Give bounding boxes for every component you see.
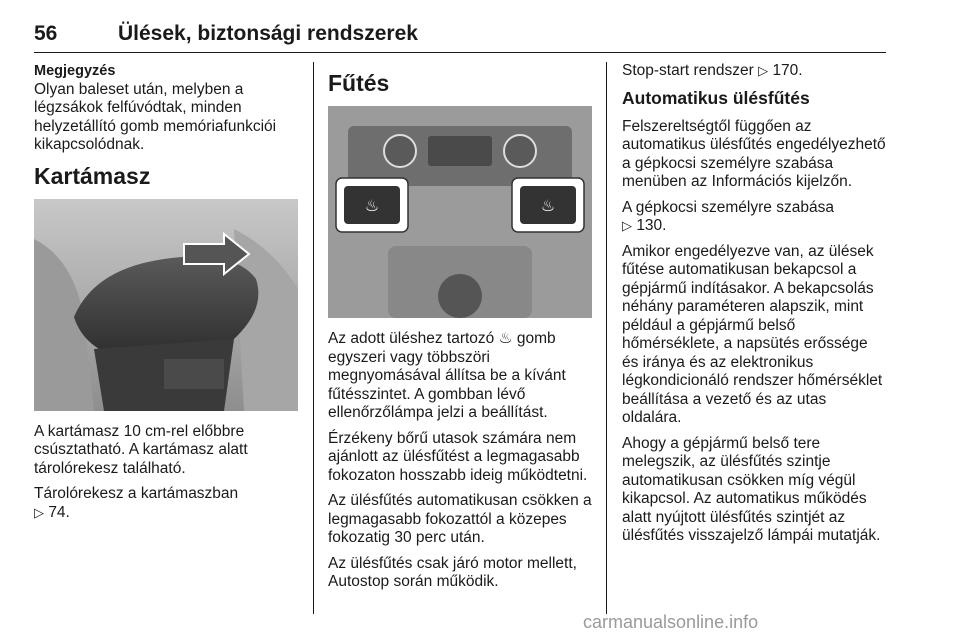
armrest-figure <box>34 199 298 411</box>
column-divider <box>313 62 314 614</box>
section-title-auto-heating: Automatikus ülésfűtés <box>622 87 810 108</box>
auto-heating-paragraph-1: Felszereltségtől függően az automatikus ülésfűtés engedélyezhető a gépkocsi személyre szabása menüben az Információs kijelzőn. <box>622 117 886 190</box>
heating-paragraph-3: Az ülésfűtés automatikusan csökken a legmagasabb fokozattól a közepes fokozatig 30 perc után. <box>328 492 592 546</box>
column-1 <box>34 62 299 529</box>
column-3 <box>622 62 887 553</box>
storage-paragraph <box>34 485 299 522</box>
stop-start-reference: Stop-start rendszer ▷ 170. <box>622 62 803 79</box>
column-divider <box>606 62 607 614</box>
note-label: Megjegyzés <box>34 63 116 79</box>
reference-arrow-icon: ▷ <box>622 218 632 233</box>
auto-heating-paragraph-3: Amikor engedélyezve van, az ülések fűtése automatikusan bekapcsol a gépjármű indításakor. A bekapcsolás néhány paraméteren alapszik, mint például a gépjármű belső hőmérséklete, a napsütés erőssége és iránya és az elektronikus légkondicionáló rendszer hőmérséklet beállítása a vezető és az utas oldalára. <box>622 242 883 426</box>
heating-paragraph-1: Az adott üléshez tartozó ♨ gomb egyszeri vagy többszöri megnyomásával állítsa be a kívánt fűtésszintet. A gombban lévő ellenőrzőlámpa jelzi a beállítást. <box>328 330 566 421</box>
column-2 <box>328 62 593 599</box>
reference-arrow-icon: ▷ <box>758 63 769 78</box>
armrest-paragraph: A kartámasz 10 cm-rel előbbre csúsztatható. A kartámasz alatt tárolórekesz található. <box>34 422 248 477</box>
heating-paragraph-4: Az ülésfűtés csak járó motor mellett, Autostop során működik. <box>328 554 577 590</box>
svg-text:♨: ♨ <box>364 196 380 215</box>
storage-text: Tárolórekesz a kartámaszban <box>34 485 239 502</box>
seat-heating-figure <box>328 106 592 318</box>
storage-page-ref: 74. <box>48 503 70 521</box>
note-text: Olyan baleset után, melyben a légzsákok felfúvódtak, minden helyzetállító gomb memóriafunkciói kikapcsolódnak. <box>34 80 277 153</box>
personalization-reference: A gépkocsi személyre szabása ▷ 130. <box>622 198 834 234</box>
section-title-heating: Fűtés <box>328 70 390 96</box>
armrest-illustration <box>34 199 298 411</box>
svg-text:♨: ♨ <box>540 196 556 215</box>
page-header <box>34 18 886 53</box>
seat-heating-buttons-illustration <box>328 106 592 318</box>
chapter-title: Ülések, biztonsági rendszerek <box>118 22 418 45</box>
watermark: carmanualsonline.info <box>583 612 759 632</box>
auto-heating-paragraph-4: Ahogy a gépjármű belső tere melegszik, az ülésfűtés szintje automatikusan csökken míg végül kikapcsol. Az automatikus működés alatt nyújtott ülésfűtés szintjét az ülésfűtés visszajelző lámpái mutatják. <box>622 434 881 544</box>
section-title-armrest: Kartámasz <box>34 162 151 189</box>
heating-paragraph-2: Érzékeny bőrű utasok számára nem ajánlott az ülésfűtést a legmagasabb fokozaton hosszabb ideig működtetni. <box>328 429 588 484</box>
heated-seat-icon: ♨ <box>498 330 513 347</box>
reference-arrow-icon: ▷ <box>34 504 44 520</box>
page-number: 56 <box>34 22 58 45</box>
